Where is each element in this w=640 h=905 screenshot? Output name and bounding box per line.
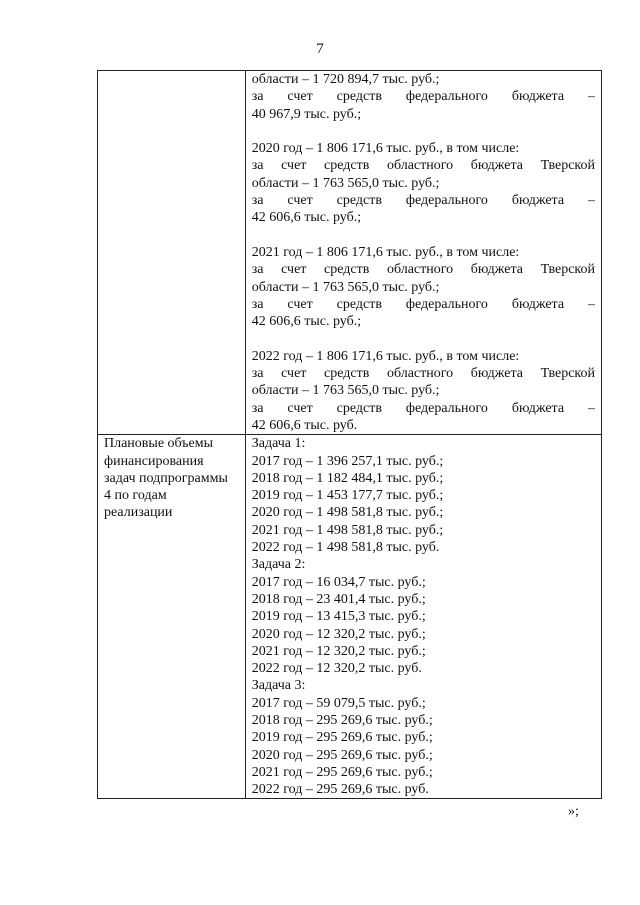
text-line: области – 1 720 894,7 тыс. руб.; [251, 72, 440, 87]
text-line: 2021 год – 295 269,6 тыс. руб.; [251, 764, 433, 780]
text-line: 42 606,6 тыс. руб. [251, 417, 358, 433]
text-line: за счет средств федерального бюджета – [251, 400, 595, 416]
text-line: Задача 2: [251, 557, 306, 573]
text-line: Плановые объемы [104, 436, 214, 452]
closing-quote: »; [568, 804, 579, 819]
text-line: 2021 год – 12 320,2 тыс. руб.; [251, 643, 426, 659]
text-line: 42 606,6 тыс. руб.; [251, 314, 362, 330]
text-line: 2021 год – 1 806 171,6 тыс. руб., в том числе: [251, 244, 520, 260]
table-cell-tasks-financing [245, 435, 601, 799]
table-row [98, 71, 602, 435]
text-line: за счет средств федерального бюджета – [251, 89, 595, 105]
text-line: 4 по годам [104, 488, 167, 504]
text-line: 40 967,9 тыс. руб.; [251, 106, 362, 122]
text-line: 2019 год – 1 453 177,7 тыс. руб.; [251, 488, 444, 504]
text-line: 2022 год – 1 806 171,6 тыс. руб., в том числе: [251, 348, 520, 364]
table-row [98, 435, 602, 799]
text-line: финансирования [104, 453, 204, 469]
passport-table [97, 70, 602, 799]
financing-years-text [252, 71, 595, 434]
text-line: за счет средств областного бюджета Тверской [251, 262, 595, 278]
text-line: за счет средств федерального бюджета – [251, 296, 595, 312]
text-line [252, 123, 595, 140]
text-line: 2019 год – 13 415,3 тыс. руб.; [251, 609, 426, 625]
row-label-text [104, 435, 239, 521]
text-line: 2022 год – 1 498 581,8 тыс. руб. [251, 540, 440, 556]
text-line: 2017 год – 16 034,7 тыс. руб.; [251, 574, 426, 590]
text-line: 2018 год – 23 401,4 тыс. руб.; [251, 591, 426, 607]
text-line: 2019 год – 295 269,6 тыс. руб.; [251, 730, 433, 746]
text-line: Задача 3: [251, 678, 306, 694]
table-cell-financing-years [245, 71, 601, 435]
text-line: 2020 год – 12 320,2 тыс. руб.; [251, 626, 426, 642]
text-line: реализации [104, 505, 173, 521]
text-line: 2018 год – 295 269,6 тыс. руб.; [251, 712, 433, 728]
text-line: области – 1 763 565,0 тыс. руб.; [251, 383, 440, 399]
text-line: за счет средств областного бюджета Тверской [251, 366, 595, 382]
text-line: 42 606,6 тыс. руб.; [251, 210, 362, 226]
text-line: за счет средств областного бюджета Тверской [251, 158, 595, 174]
text-line: 2020 год – 295 269,6 тыс. руб.; [251, 747, 433, 763]
table-cell-label [98, 435, 246, 799]
text-line: области – 1 763 565,0 тыс. руб.; [251, 175, 440, 191]
text-line: 2018 год – 1 182 484,1 тыс. руб.; [251, 470, 444, 486]
text-line: за счет средств федерального бюджета – [251, 193, 595, 209]
text-line: области – 1 763 565,0 тыс. руб.; [251, 279, 440, 295]
text-line: 2022 год – 295 269,6 тыс. руб. [251, 782, 429, 798]
text-line: 2022 год – 12 320,2 тыс. руб. [251, 661, 422, 677]
text-line: Задача 1: [251, 436, 306, 452]
text-line: 2017 год – 1 396 257,1 тыс. руб.; [251, 453, 444, 469]
text-line: 2020 год – 1 498 581,8 тыс. руб.; [251, 505, 444, 521]
text-line: 2020 год – 1 806 171,6 тыс. руб., в том числе: [251, 141, 520, 157]
text-line: 2017 год – 59 079,5 тыс. руб.; [251, 695, 426, 711]
table-cell-label-empty [98, 71, 246, 435]
text-line: 2021 год – 1 498 581,8 тыс. руб.; [251, 522, 444, 538]
text-line [252, 227, 595, 244]
text-line [252, 330, 595, 347]
page-number: 7 [316, 41, 324, 57]
text-line: задач подпрограммы [104, 470, 228, 486]
tasks-financing-text [252, 435, 595, 798]
